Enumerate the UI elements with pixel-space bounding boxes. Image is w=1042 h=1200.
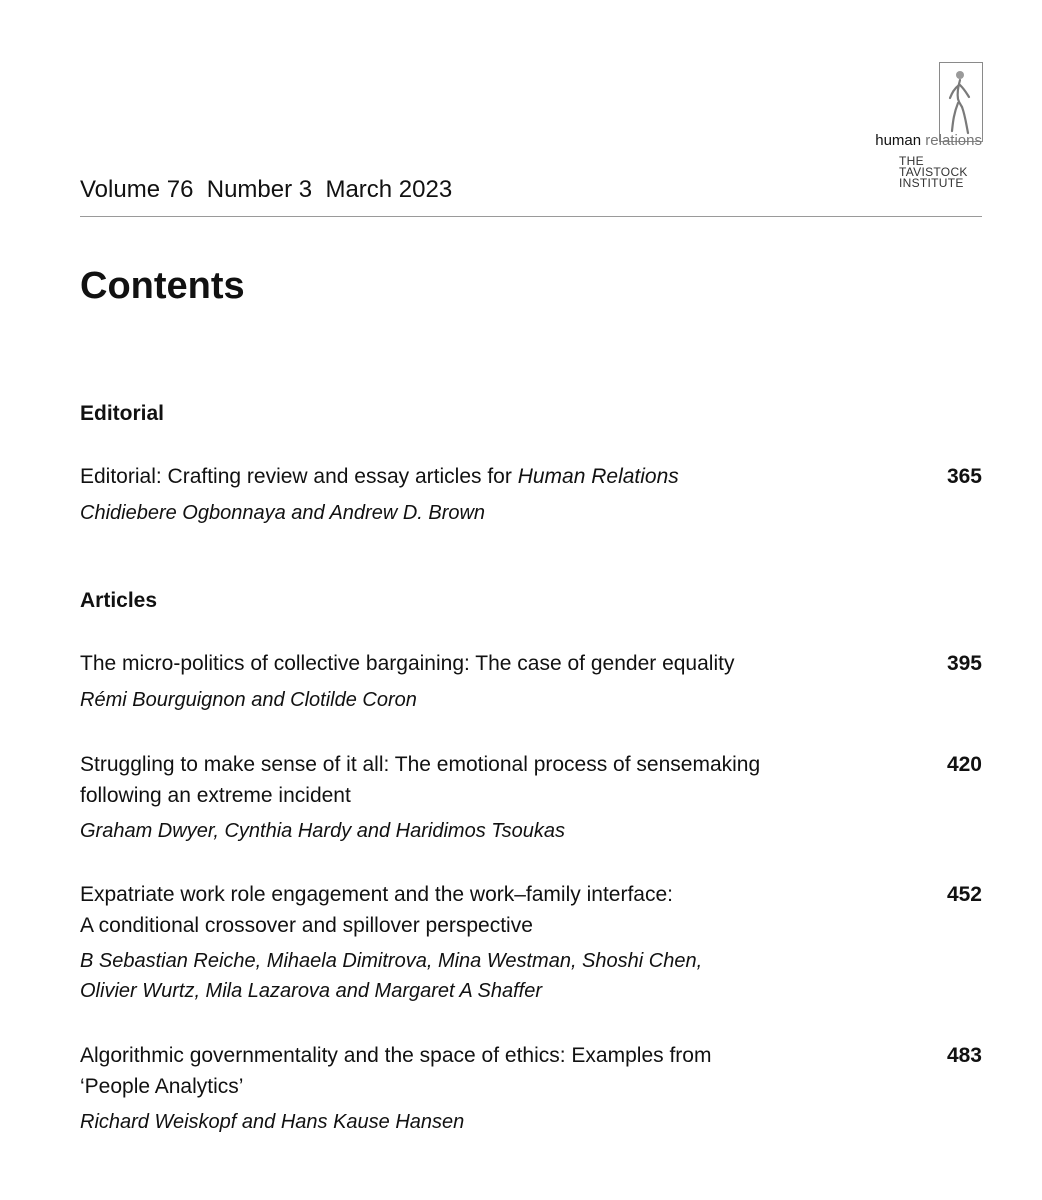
human-figure-icon [940, 63, 982, 141]
toc-entry[interactable] [80, 879, 982, 1006]
entry-authors: Chidiebere Ogbonnaya and Andrew D. Brown [80, 502, 486, 524]
entry-title-plain: Editorial: Crafting review and essay articles for [80, 465, 518, 488]
entry-title-line: A conditional crossover and spillover perspective [80, 914, 533, 937]
issue-volume-line: Volume 76 Number 3 March 2023 [80, 176, 453, 203]
brand-word-human: human [875, 132, 922, 149]
entry-page-number: 395 [946, 652, 982, 675]
entry-authors: Rémi Bourguignon and Clotilde Coron [80, 689, 417, 711]
tavistock-logo [899, 156, 983, 189]
entry-page-number: 483 [946, 1044, 982, 1067]
entry-title-italic: Human Relations [517, 465, 679, 488]
entry-title [80, 461, 860, 492]
tavistock-line-1: THE [899, 154, 924, 168]
header-divider [80, 216, 982, 217]
section-heading-editorial: Editorial [80, 402, 165, 425]
journal-brand [875, 132, 982, 149]
entry-title-line: ‘People Analytics’ [80, 1075, 244, 1098]
page-title: Contents [80, 265, 245, 307]
entry-authors: Graham Dwyer, Cynthia Hardy and Haridimos Tsoukas [80, 820, 566, 842]
toc-entry[interactable] [80, 648, 982, 715]
journal-logo-figure [939, 62, 983, 142]
entry-title-line: Algorithmic governmentality and the space of ethics: Examples from [80, 1044, 712, 1067]
entry-page-number: 452 [946, 883, 982, 906]
tavistock-line-3: INSTITUTE [899, 176, 964, 190]
entry-title-line: following an extreme incident [80, 784, 351, 807]
entry-page-number: 365 [946, 465, 982, 488]
entry-authors-line: Olivier Wurtz, Mila Lazarova and Margaret A Shaffer [80, 980, 543, 1002]
entry-title-line: Expatriate work role engagement and the work–family interface: [80, 883, 673, 906]
entry-title-line: Struggling to make sense of it all: The emotional process of sensemaking [80, 753, 761, 776]
entry-title: The micro-politics of collective bargaining: The case of gender equality [80, 652, 735, 675]
entry-page-number: 420 [946, 753, 982, 776]
entry-authors: Richard Weiskopf and Hans Kause Hansen [80, 1111, 465, 1133]
toc-entry[interactable] [80, 749, 982, 846]
entry-authors-line: B Sebastian Reiche, Mihaela Dimitrova, Mina Westman, Shoshi Chen, [80, 950, 703, 972]
tavistock-line-2: TAVISTOCK [899, 165, 968, 179]
section-heading-articles: Articles [80, 589, 158, 612]
toc-entry[interactable] [80, 1040, 982, 1137]
entry-authors [80, 946, 860, 1006]
toc-entry[interactable] [80, 461, 982, 528]
entry-title [80, 1040, 860, 1102]
entry-title [80, 879, 860, 941]
entry-title [80, 749, 860, 811]
brand-word-relations: relations [925, 132, 982, 149]
